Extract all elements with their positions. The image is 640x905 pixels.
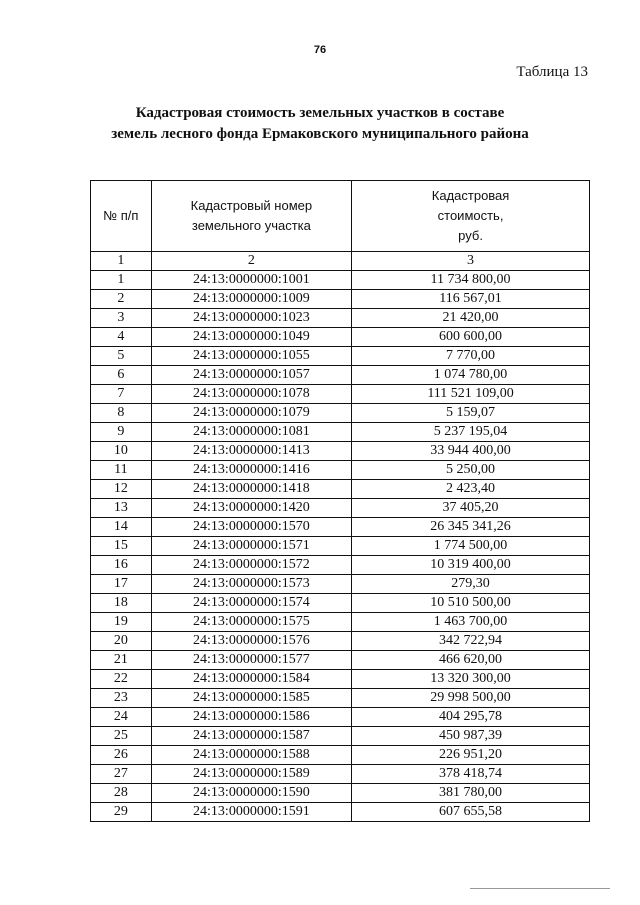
table-label: Таблица 13 bbox=[516, 64, 588, 80]
document-title-line-2: земель лесного фонда Ермаковского муниципального района bbox=[111, 126, 529, 142]
cadastral-value-cell: 1 463 700,00 bbox=[352, 613, 590, 632]
row-number-cell: 27 bbox=[91, 765, 152, 784]
cadastral-number-cell: 24:13:0000000:1057 bbox=[151, 366, 351, 385]
row-number-cell: 15 bbox=[91, 537, 152, 556]
row-number-cell: 3 bbox=[91, 309, 152, 328]
cadastral-number-cell: 24:13:0000000:1049 bbox=[151, 328, 351, 347]
table-row bbox=[91, 575, 590, 594]
cadastral-value-cell: 21 420,00 bbox=[352, 309, 590, 328]
table-row bbox=[91, 347, 590, 366]
cadastral-value-cell: 450 987,39 bbox=[352, 727, 590, 746]
table-body bbox=[91, 271, 590, 822]
row-number-cell: 22 bbox=[91, 670, 152, 689]
row-number-cell: 18 bbox=[91, 594, 152, 613]
row-number-cell: 5 bbox=[91, 347, 152, 366]
cadastral-number-cell: 24:13:0000000:1418 bbox=[151, 480, 351, 499]
row-number-cell: 14 bbox=[91, 518, 152, 537]
header-cadastral-number bbox=[151, 181, 351, 252]
table-row bbox=[91, 746, 590, 765]
footer-divider bbox=[470, 888, 610, 889]
cadastral-number-cell: 24:13:0000000:1577 bbox=[151, 651, 351, 670]
cadastral-value-cell: 5 250,00 bbox=[352, 461, 590, 480]
row-number-cell: 23 bbox=[91, 689, 152, 708]
header-cadastral-value bbox=[352, 181, 590, 252]
header-value-line-3: руб. bbox=[458, 228, 483, 243]
cadastral-number-cell: 24:13:0000000:1023 bbox=[151, 309, 351, 328]
row-number-cell: 17 bbox=[91, 575, 152, 594]
table-row bbox=[91, 803, 590, 822]
header-num-label: № п/п bbox=[103, 208, 139, 223]
cadastral-value-cell: 226 951,20 bbox=[352, 746, 590, 765]
table-row bbox=[91, 689, 590, 708]
row-number-cell: 20 bbox=[91, 632, 152, 651]
row-number-cell: 12 bbox=[91, 480, 152, 499]
cadastral-number-cell: 24:13:0000000:1575 bbox=[151, 613, 351, 632]
cadastral-value-cell: 466 620,00 bbox=[352, 651, 590, 670]
cadastral-number-cell: 24:13:0000000:1585 bbox=[151, 689, 351, 708]
table-row bbox=[91, 442, 590, 461]
cadastral-value-cell: 29 998 500,00 bbox=[352, 689, 590, 708]
table-row bbox=[91, 556, 590, 575]
row-number-cell: 6 bbox=[91, 366, 152, 385]
cadastral-number-cell: 24:13:0000000:1572 bbox=[151, 556, 351, 575]
header-value-line-2: стоимость, bbox=[437, 208, 504, 223]
cadastral-value-cell: 1 774 500,00 bbox=[352, 537, 590, 556]
row-number-cell: 1 bbox=[91, 271, 152, 290]
table-row bbox=[91, 271, 590, 290]
cadastral-value-cell: 10 319 400,00 bbox=[352, 556, 590, 575]
cadastral-number-cell: 24:13:0000000:1420 bbox=[151, 499, 351, 518]
table-row bbox=[91, 784, 590, 803]
table-row bbox=[91, 461, 590, 480]
column-number-1: 1 bbox=[91, 252, 152, 271]
row-number-cell: 2 bbox=[91, 290, 152, 309]
cadastral-value-cell: 404 295,78 bbox=[352, 708, 590, 727]
table-row bbox=[91, 518, 590, 537]
table-row bbox=[91, 765, 590, 784]
cadastral-number-cell: 24:13:0000000:1571 bbox=[151, 537, 351, 556]
cadastral-value-cell: 111 521 109,00 bbox=[352, 385, 590, 404]
cadastral-value-cell: 607 655,58 bbox=[352, 803, 590, 822]
row-number-cell: 25 bbox=[91, 727, 152, 746]
document-title-line-1: Кадастровая стоимость земельных участков в составе bbox=[135, 105, 505, 121]
row-number-cell: 10 bbox=[91, 442, 152, 461]
table-row bbox=[91, 480, 590, 499]
row-number-cell: 13 bbox=[91, 499, 152, 518]
cadastral-number-cell: 24:13:0000000:1055 bbox=[151, 347, 351, 366]
table-row bbox=[91, 423, 590, 442]
cadastral-value-cell: 5 237 195,04 bbox=[352, 423, 590, 442]
row-number-cell: 29 bbox=[91, 803, 152, 822]
cadastral-number-cell: 24:13:0000000:1079 bbox=[151, 404, 351, 423]
document-title bbox=[0, 103, 640, 145]
row-number-cell: 24 bbox=[91, 708, 152, 727]
row-number-cell: 8 bbox=[91, 404, 152, 423]
cadastral-value-cell: 1 074 780,00 bbox=[352, 366, 590, 385]
cadastral-number-cell: 24:13:0000000:1081 bbox=[151, 423, 351, 442]
cadastral-number-cell: 24:13:0000000:1078 bbox=[151, 385, 351, 404]
table-row bbox=[91, 366, 590, 385]
table-row bbox=[91, 290, 590, 309]
column-number-row bbox=[91, 252, 590, 271]
cadastral-value-cell: 26 345 341,26 bbox=[352, 518, 590, 537]
header-num bbox=[91, 181, 152, 252]
cadastral-number-cell: 24:13:0000000:1588 bbox=[151, 746, 351, 765]
cadastral-value-cell: 10 510 500,00 bbox=[352, 594, 590, 613]
row-number-cell: 16 bbox=[91, 556, 152, 575]
cadastral-number-cell: 24:13:0000000:1570 bbox=[151, 518, 351, 537]
cadastral-value-cell: 13 320 300,00 bbox=[352, 670, 590, 689]
cadastral-value-cell: 600 600,00 bbox=[352, 328, 590, 347]
cadastral-number-cell: 24:13:0000000:1001 bbox=[151, 271, 351, 290]
row-number-cell: 11 bbox=[91, 461, 152, 480]
table-row bbox=[91, 727, 590, 746]
table-row bbox=[91, 499, 590, 518]
row-number-cell: 26 bbox=[91, 746, 152, 765]
cadastral-number-cell: 24:13:0000000:1584 bbox=[151, 670, 351, 689]
header-cadastral-line-2: земельного участка bbox=[191, 218, 311, 233]
cadastral-value-cell: 116 567,01 bbox=[352, 290, 590, 309]
table-row bbox=[91, 632, 590, 651]
table-row bbox=[91, 708, 590, 727]
cadastral-value-cell: 279,30 bbox=[352, 575, 590, 594]
cadastral-value-cell: 7 770,00 bbox=[352, 347, 590, 366]
table-row bbox=[91, 613, 590, 632]
cadastral-value-cell: 33 944 400,00 bbox=[352, 442, 590, 461]
cadastral-number-cell: 24:13:0000000:1009 bbox=[151, 290, 351, 309]
table-row bbox=[91, 537, 590, 556]
cadastral-number-cell: 24:13:0000000:1590 bbox=[151, 784, 351, 803]
table-row bbox=[91, 651, 590, 670]
table-row bbox=[91, 594, 590, 613]
page-number: 76 bbox=[313, 44, 327, 56]
column-number-3: 3 bbox=[352, 252, 590, 271]
row-number-cell: 7 bbox=[91, 385, 152, 404]
column-number-2: 2 bbox=[151, 252, 351, 271]
cadastral-value-cell: 37 405,20 bbox=[352, 499, 590, 518]
header-value-line-1: Кадастровая bbox=[431, 188, 510, 203]
cadastral-value-table bbox=[90, 180, 590, 822]
row-number-cell: 19 bbox=[91, 613, 152, 632]
cadastral-value-cell: 11 734 800,00 bbox=[352, 271, 590, 290]
cadastral-number-cell: 24:13:0000000:1576 bbox=[151, 632, 351, 651]
table-row bbox=[91, 385, 590, 404]
header-cadastral-line-1: Кадастровый номер bbox=[190, 198, 313, 213]
cadastral-value-cell: 381 780,00 bbox=[352, 784, 590, 803]
cadastral-number-cell: 24:13:0000000:1586 bbox=[151, 708, 351, 727]
cadastral-number-cell: 24:13:0000000:1587 bbox=[151, 727, 351, 746]
cadastral-number-cell: 24:13:0000000:1574 bbox=[151, 594, 351, 613]
table-row bbox=[91, 404, 590, 423]
row-number-cell: 9 bbox=[91, 423, 152, 442]
row-number-cell: 21 bbox=[91, 651, 152, 670]
cadastral-number-cell: 24:13:0000000:1413 bbox=[151, 442, 351, 461]
cadastral-value-cell: 378 418,74 bbox=[352, 765, 590, 784]
cadastral-value-cell: 5 159,07 bbox=[352, 404, 590, 423]
cadastral-value-cell: 342 722,94 bbox=[352, 632, 590, 651]
row-number-cell: 4 bbox=[91, 328, 152, 347]
cadastral-number-cell: 24:13:0000000:1573 bbox=[151, 575, 351, 594]
cadastral-number-cell: 24:13:0000000:1589 bbox=[151, 765, 351, 784]
cadastral-number-cell: 24:13:0000000:1416 bbox=[151, 461, 351, 480]
cadastral-number-cell: 24:13:0000000:1591 bbox=[151, 803, 351, 822]
table-header-row bbox=[91, 181, 590, 252]
table-row bbox=[91, 328, 590, 347]
table-row bbox=[91, 670, 590, 689]
cadastral-value-cell: 2 423,40 bbox=[352, 480, 590, 499]
table-row bbox=[91, 309, 590, 328]
row-number-cell: 28 bbox=[91, 784, 152, 803]
